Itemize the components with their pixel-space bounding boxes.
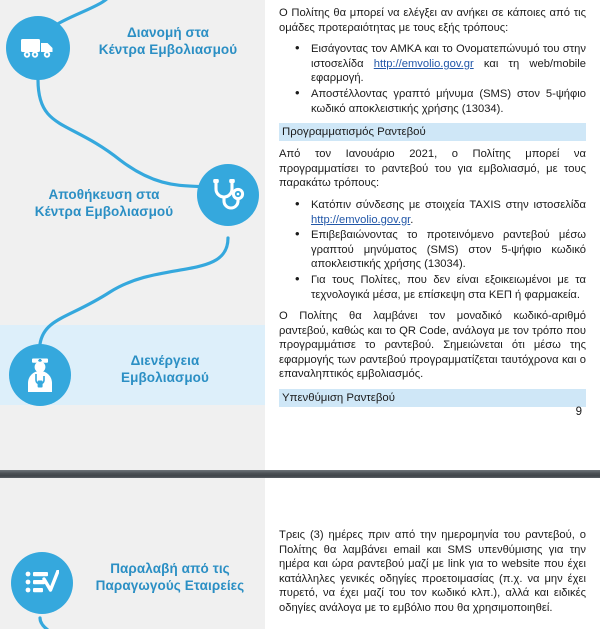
flow-label-line-1: Διενέργεια xyxy=(130,353,200,368)
document-page-2 xyxy=(0,478,600,629)
flow-label-line-2: Παραγωγούς Εταιρείες xyxy=(95,578,245,593)
list-item xyxy=(299,198,586,227)
section-heading-appointment-scheduling: Προγραμματισμός Ραντεβού xyxy=(279,123,586,141)
flow-node-vaccination-label xyxy=(80,352,250,386)
flow-node-delivery[interactable] xyxy=(6,16,70,80)
intro-paragraph: Ο Πολίτης θα μπορεί να ελέγξει αν ανήκει σε κάποιες από τις ομάδες προτεραιότητας με τους εξής τρόπους: xyxy=(279,7,586,34)
flow-node-storage[interactable] xyxy=(197,164,259,226)
stethoscope-icon xyxy=(210,178,246,212)
vaccination-flow-infographic xyxy=(0,0,265,470)
section1-closing-paragraph: Ο Πολίτης θα λαμβάνει τον μοναδικό κωδικό-αριθμό ραντεβού, καθώς και το QR Code, ανάλογα με τον τρόπο που προγραμμάτισε το ραντεβού. Σημειώνεται ότι μέσω της εφαρμογής των ραντεβού προγραμματίζεται ταυτόχρονα και ο επαναληπτικός εμβολιασμός. xyxy=(279,310,586,381)
document-text-column-page-2 xyxy=(265,478,600,629)
flow-label-line-2: Κέντρα Εμβολιασμού xyxy=(98,42,238,57)
list-item xyxy=(299,228,586,272)
section-heading-appointment-reminder: Υπενθύμιση Ραντεβού xyxy=(279,389,586,407)
delivery-truck-icon xyxy=(20,35,56,61)
bullet-text-before: Κατόπιν σύνδεσης με στοιχεία TAXIS στην ιστοσελίδα xyxy=(311,198,586,211)
flow-node-receipt-label xyxy=(80,560,260,594)
flow-label-line-2: Εμβολιασμού xyxy=(120,370,209,385)
document-text-column-page-1 xyxy=(265,0,600,470)
flow-node-receipt[interactable] xyxy=(11,552,73,614)
flow-node-delivery-label xyxy=(78,24,258,58)
flow-label-line-1: Παραλαβή από τις xyxy=(110,561,230,576)
doctor-icon xyxy=(23,357,57,393)
flow-node-storage-label xyxy=(18,186,190,220)
vaccination-flow-infographic-page-2 xyxy=(0,478,265,629)
intro-bullet-list xyxy=(279,42,586,116)
bullet-text-after: . xyxy=(410,213,414,226)
bullet-text-before: Αποστέλλοντας γραπτό μήνυμα (SMS) στον 5-ψήφιο κωδικό αποκλειστικής χρήσης (13034). xyxy=(311,87,586,115)
section1-bullet-list xyxy=(279,198,586,302)
flow-label-line-1: Διανομή στα xyxy=(126,25,210,40)
list-item xyxy=(299,42,586,86)
flow-label-line-2: Κέντρα Εμβολιασμού xyxy=(34,204,174,219)
list-item xyxy=(299,87,586,116)
section1-paragraph: Από τον Ιανουάριο 2021, ο Πολίτης μπορεί να προγραμματίσει το ραντεβού του για εμβολιασμό, με τους παρακάτω τρόπους: xyxy=(279,148,586,190)
flow-node-vaccination[interactable] xyxy=(9,344,71,406)
list-item xyxy=(299,273,586,302)
bullet-text-before: Εισάγοντας τον ΑΜΚΑ και το Ονοματεπώνυμό του στην ιστοσελίδα xyxy=(311,43,586,70)
reminder-paragraph: Τρεις (3) ημέρες πριν από την ημερομηνία του ραντεβού, ο Πολίτης θα λαμβάνει email και SMS υπενθύμισης για την ημέρα και ώρα ραντεβού μαζί με link για το website που έχει κατάλληλες γενικές οδηγίες προετοιμασίας (π.χ. να μην έχει πυρετό, να έχει μαζί του τον κωδικό κλπ.), αλλά και ειδικές οδηγίες ανάλογα με το εμβόλιο που θα χρησιμοποιηθεί. xyxy=(279,529,586,614)
page-number: 9 xyxy=(575,406,582,418)
emvolio-link[interactable]: http://emvolio.gov.gr xyxy=(373,57,474,70)
checklist-icon xyxy=(25,570,59,596)
flow-label-line-1: Αποθήκευση στα xyxy=(48,187,160,202)
bullet-text-before: Για τους Πολίτες, που δεν είναι εξοικειωμένοι με τα τεχνολογικά μέσα, με επίσκεψη στα ΚΕΠ ή φαρμακεία. xyxy=(311,273,586,301)
page-separator xyxy=(0,470,600,478)
emvolio-link[interactable]: http://emvolio.gov.gr xyxy=(311,213,411,226)
bullet-text-before: Επιβεβαιώνοντας το προτεινόμενο ραντεβού μέσω γραπτού μηνύματος (SMS) στον 5-ψήφιο κωδικό αποκλειστικής χρήσης (13034). xyxy=(311,229,586,271)
bullet-text-after: και τη web/mobile εφαρμογή. xyxy=(311,57,586,85)
